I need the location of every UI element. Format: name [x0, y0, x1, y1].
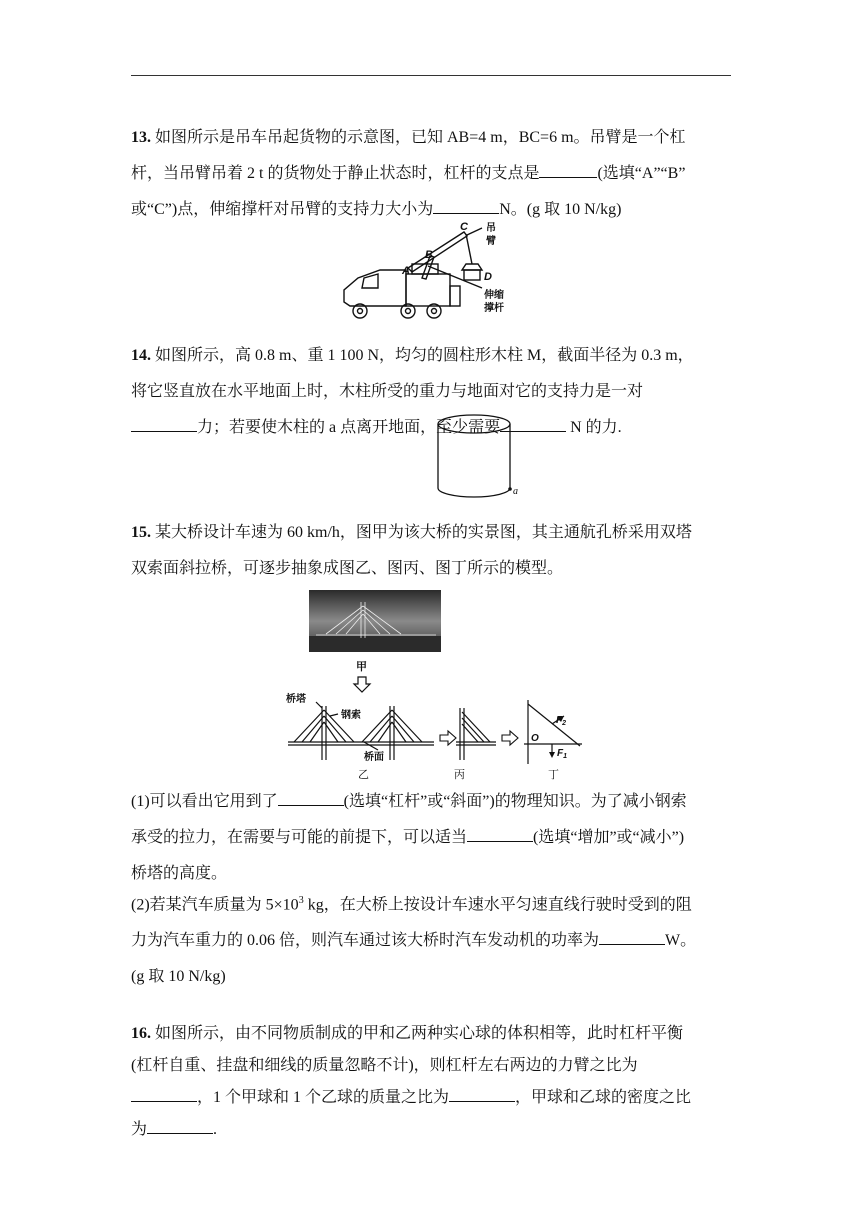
- question-number: 14.: [131, 347, 151, 364]
- question-15-part-1: (1)可以看出它用到了 (选填“杠杆”或“斜面”)的物理知识。为了减小钢索 承受的拉力，在需要与可能的前提下，可以适当 (选填“增加”或“减小”) 桥塔的高度。: [131, 793, 687, 882]
- answer-blank[interactable]: [278, 791, 344, 806]
- bridge-figure: [286, 588, 586, 784]
- label-F1: $F_1$: [557, 748, 568, 760]
- answer-blank[interactable]: [467, 827, 533, 842]
- question-13: 13. 如图所示是吊车吊起货物的示意图，已知 AB=4 m，BC=6 m。吊臂是一个杠 杆，当吊臂吊着 2 t 的货物处于静止状态时，杠杆的支点是 (选填“A”“B” 或“C”)点，伸缩撑杆对吊臂的支持力大小为 N。(g 取 10 N/kg): [131, 129, 686, 218]
- label-O: O: [531, 733, 539, 744]
- label-F2: $F_2$: [556, 715, 567, 727]
- label-cable: 钢索: [341, 710, 361, 721]
- label-bing: 丙: [454, 769, 465, 781]
- answer-blank[interactable]: [131, 417, 197, 432]
- label-strut-2: 撑杆: [484, 303, 504, 314]
- label-arm-2: 臂: [486, 236, 496, 247]
- question-16: 16. 如图所示，由不同物质制成的甲和乙两种实心球的体积相等，此时杠杆平衡 (杠杆自重、挂盘和细线的质量忽略不计)，则杠杆左右两边的力臂之比为 ，1 个甲球和 1 个乙球的质量之比为 ，甲球和乙球的密度之比 为 .: [131, 1025, 692, 1138]
- label-C: C: [460, 221, 468, 233]
- label-a: a: [513, 486, 518, 497]
- label-arm-1: 吊: [486, 223, 496, 234]
- right-arrow-icon: [502, 731, 518, 745]
- answer-blank[interactable]: [147, 1119, 213, 1134]
- header-rule: [131, 75, 731, 76]
- label-yi: 乙: [358, 769, 369, 781]
- label-D: D: [484, 271, 492, 283]
- label-tower: 桥塔: [286, 694, 306, 705]
- label-strut-1: 伸缩: [484, 290, 504, 301]
- question-number: 15.: [131, 524, 151, 541]
- label-deck: 桥面: [364, 752, 384, 763]
- label-jia: 甲: [356, 661, 367, 673]
- answer-blank[interactable]: [599, 930, 665, 945]
- answer-blank[interactable]: [449, 1087, 515, 1102]
- crane-figure: [336, 218, 526, 324]
- question-number: 16.: [131, 1025, 151, 1042]
- right-arrow-icon: [440, 731, 456, 745]
- question-number: 13.: [131, 129, 151, 146]
- label-ding: 丁: [548, 769, 559, 781]
- label-A: A: [402, 265, 410, 277]
- answer-blank[interactable]: [131, 1087, 197, 1102]
- question-15: 15. 某大桥设计车速为 60 km/h，图甲为该大桥的实景图，其主通航孔桥采用双塔 双索面斜拉桥，可逐步抽象成图乙、图丙、图丁所示的模型。: [131, 524, 692, 577]
- question-15-part-2: (2)若某汽车质量为 $5\times 10^3$ kg，在大桥上按设计车速水平匀速直线行驶时受到的阻 力为汽车重力的 0.06 倍，则汽车通过该大桥时汽车发动机的功率为 W。 (g 取 10 N/kg): [131, 895, 697, 986]
- answer-blank[interactable]: [433, 199, 499, 214]
- cylinder-figure: [432, 412, 522, 500]
- question-14: 14. 如图所示，高 0.8 m、重 1 100 N，均匀的圆柱形木柱 M，截面半径为 0.3 m， 将它竖直放在水平地面上时，木柱所受的重力与地面对它的支持力是一对 力；若要使木柱的 a 点离开地面，至少需要 N 的力.: [131, 347, 694, 436]
- answer-blank[interactable]: [539, 163, 597, 178]
- down-arrow-icon: [354, 677, 370, 692]
- label-B: B: [425, 249, 433, 261]
